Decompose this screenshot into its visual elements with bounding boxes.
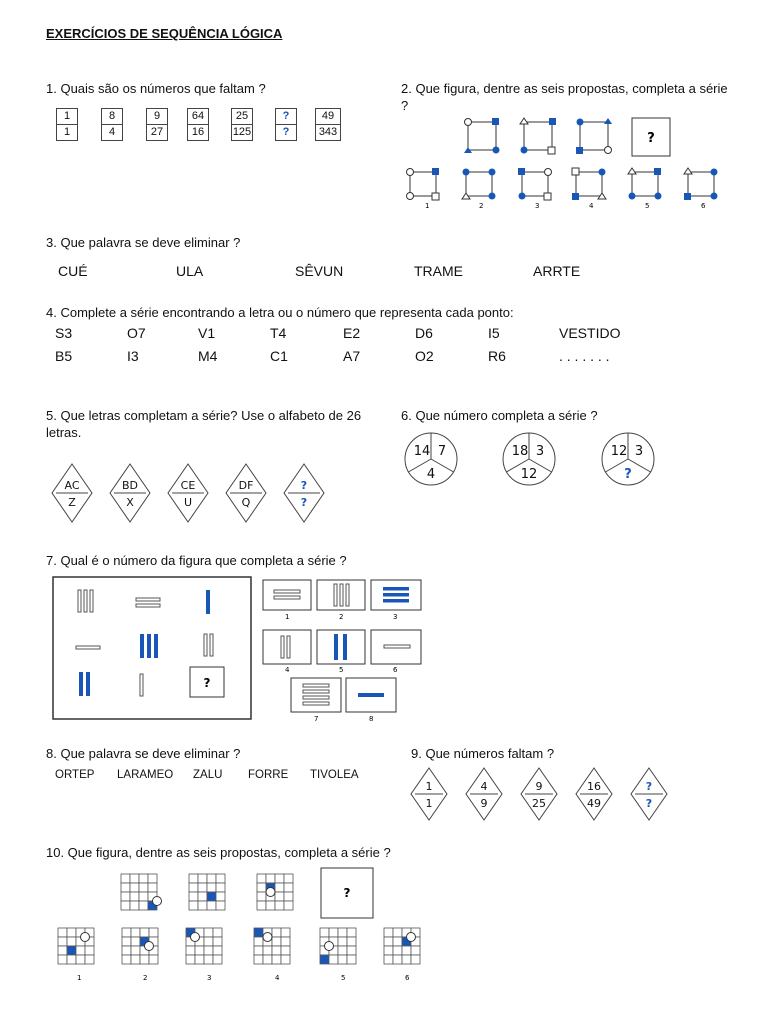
q1-pair-bottom: 16 — [191, 126, 205, 138]
q7-option-8-label: 8 — [369, 715, 374, 723]
q7-cell-two-blue-bars — [79, 672, 90, 696]
q10-option-grid-4 — [254, 928, 290, 964]
q10-option-grid-6 — [384, 928, 420, 964]
q1-pair — [315, 108, 341, 141]
q9-diamond — [521, 768, 557, 820]
q6-circle-value: 12 — [520, 467, 538, 482]
q4-code-cell: V1 — [198, 325, 216, 341]
q6-circle-value: 14 — [413, 444, 431, 459]
q2-series-figure-1 — [464, 118, 500, 154]
q4-code-cell: E2 — [343, 325, 361, 341]
q9-diamond — [411, 768, 447, 820]
q2-option-1 — [407, 168, 440, 200]
q6-number-circles — [400, 428, 665, 490]
q7-option-4-label: 4 — [285, 666, 290, 674]
q2-series-figure-2 — [520, 118, 556, 154]
q1-pair-bottom: 343 — [318, 126, 338, 138]
question-5-text: 5. Que letras completam a série? Use o alfabeto de 26 letras. — [46, 408, 362, 440]
q6-circle-value: 18 — [511, 444, 529, 459]
question-1-text: 1. Quais são os números que faltam ? — [46, 81, 266, 96]
q1-pair-bottom: 125 — [232, 126, 252, 138]
q10-option-grid-3 — [186, 928, 222, 964]
q6-circle-value: ? — [624, 467, 632, 482]
q7-option-6 — [371, 630, 421, 664]
q1-pair — [146, 108, 168, 141]
q6-circle-value: 3 — [634, 444, 644, 459]
q4-code-cell: M4 — [198, 348, 218, 364]
q10-question-mark: ? — [343, 886, 351, 900]
q8-word-3: ZALU — [193, 769, 223, 781]
q4-code-cell: I3 — [127, 348, 139, 364]
q9-bottom: ? — [645, 797, 653, 810]
q7-option-5 — [317, 630, 365, 664]
q1-pair-top: ? — [276, 109, 296, 125]
q10-series-grid-2 — [189, 874, 225, 910]
q6-circle-value: 7 — [437, 444, 447, 459]
q6-circle — [503, 433, 555, 485]
q8-word-5: TIVOLEA — [310, 769, 359, 781]
q1-pair-bottom: 27 — [150, 126, 164, 138]
q4-code-cell: R6 — [488, 348, 506, 364]
q1-pair — [275, 108, 297, 141]
q2-option-2 — [462, 169, 496, 200]
q7-option-2 — [317, 580, 365, 610]
q7-option-1-label: 1 — [285, 613, 290, 621]
q1-pair-top: 64 — [188, 109, 208, 125]
q5-diamond — [168, 464, 208, 522]
question-7-text: 7. Qual é o número da figura que completa a série ? — [46, 553, 347, 568]
q9-diamond — [466, 768, 502, 820]
q7-option-1 — [263, 580, 311, 610]
q2-option-4 — [572, 168, 606, 200]
q10-option-1-label: 1 — [77, 974, 82, 982]
q5-bottom: Q — [241, 496, 251, 509]
q5-bottom: X — [126, 496, 134, 509]
question-2-figures — [400, 112, 725, 212]
q4-code-cell: B5 — [55, 348, 73, 364]
q5-bottom: U — [183, 496, 193, 509]
q9-top: 16 — [587, 780, 601, 793]
q1-pair-top: 1 — [57, 109, 77, 125]
q1-pair-top: 8 — [102, 109, 122, 125]
q6-circle-value: 4 — [426, 467, 436, 482]
q9-bottom: 9 — [480, 797, 488, 810]
q10-option-2-label: 2 — [143, 974, 148, 982]
question-2-text: 2. Que figura, dentre as seis propostas, completa a série ? — [401, 81, 728, 113]
q10-option-3-label: 3 — [207, 974, 212, 982]
q4-code-cell: C1 — [270, 348, 288, 364]
q2-option-3 — [518, 168, 552, 200]
q1-pair — [56, 108, 78, 141]
q10-figures — [48, 866, 438, 984]
q7-option-3-label: 3 — [393, 613, 398, 621]
q9-diamond — [631, 768, 667, 820]
q9-top: 9 — [535, 780, 543, 793]
q3-word-4: TRAME — [414, 263, 463, 279]
q7-cell-two-outline-horizontal — [136, 598, 160, 607]
q7-option-2-label: 2 — [339, 613, 344, 621]
question-6-text: 6. Que número completa a série ? — [401, 408, 598, 423]
q8-word-1: ORTEP — [55, 769, 95, 781]
q10-series-grid-3 — [257, 874, 293, 910]
q9-top: 1 — [425, 780, 433, 793]
q10-option-grid-1 — [58, 928, 94, 964]
q7-option-3 — [371, 580, 421, 610]
q2-option-6-label: 6 — [701, 202, 706, 210]
q7-cell-two-outline-bars — [204, 634, 213, 656]
q6-circle — [602, 433, 654, 485]
q1-pair-top: 25 — [232, 109, 252, 125]
question-10-text: 10. Que figura, dentre as seis propostas, completa a série ? — [46, 845, 391, 860]
q10-option-grid-2 — [122, 928, 158, 964]
q4-code-cell: . . . . . . . — [559, 348, 610, 364]
page-title: EXERCÍCIOS DE SEQUÊNCIA LÓGICA — [46, 26, 283, 41]
q8-word-2: LARAMEO — [117, 769, 174, 781]
q6-circle-value: 3 — [535, 444, 545, 459]
q7-option-4 — [263, 630, 311, 664]
q1-pair — [101, 108, 123, 141]
q9-top: ? — [645, 780, 653, 793]
q10-option-grid-5 — [320, 928, 356, 964]
q9-number-diamonds — [408, 766, 673, 822]
q10-series-grid-1 — [121, 874, 162, 910]
q10-option-5-label: 5 — [341, 974, 346, 982]
q8-word-4: FORRE — [248, 769, 289, 781]
q5-bottom: ? — [300, 496, 308, 509]
q5-diamond — [52, 464, 92, 522]
q1-pair-bottom: 4 — [108, 126, 116, 138]
q5-letter-diamonds — [50, 462, 335, 524]
q1-pair-top: 49 — [316, 109, 340, 125]
q9-bottom: 25 — [532, 797, 546, 810]
q10-option-6-label: 6 — [405, 974, 410, 982]
q7-option-6-label: 6 — [393, 666, 398, 674]
question-9-text: 9. Que números faltam ? — [411, 746, 555, 761]
q4-code-cell: D6 — [415, 325, 433, 341]
q4-code-cell: VESTIDO — [559, 325, 621, 341]
q1-pair-bottom: 1 — [63, 126, 71, 138]
q7-cell-three-blue-bars — [140, 634, 158, 658]
q7-cell-one-blue-bar — [206, 590, 210, 614]
q5-diamond — [284, 464, 324, 522]
q6-circle — [405, 433, 457, 485]
question-4-text: 4. Complete a série encontrando a letra ou o número que representa cada ponto: — [46, 305, 514, 320]
q5-top: DF — [238, 479, 254, 492]
q6-circle-value: 12 — [610, 444, 628, 459]
q2-option-4-label: 4 — [589, 202, 594, 210]
q7-option-7-label: 7 — [314, 715, 319, 723]
q9-bottom: 1 — [425, 797, 433, 810]
q3-word-1: CUÉ — [58, 263, 88, 279]
q2-option-1-label: 1 — [425, 202, 430, 210]
q5-top: AC — [64, 479, 80, 492]
q7-option-8 — [346, 678, 396, 712]
q9-bottom: 49 — [587, 797, 601, 810]
q2-option-2-label: 2 — [479, 202, 484, 210]
q5-diamond — [226, 464, 266, 522]
q5-diamond — [110, 464, 150, 522]
q4-code-cell: A7 — [343, 348, 361, 364]
q7-cell-one-outline-horizontal — [76, 646, 100, 649]
q1-pair-bottom: ? — [282, 126, 290, 138]
q2-option-3-label: 3 — [535, 202, 540, 210]
q1-pair — [231, 108, 253, 141]
q7-figures — [52, 576, 430, 724]
q9-diamond — [576, 768, 612, 820]
q4-code-cell: O2 — [415, 348, 434, 364]
q2-option-6 — [684, 168, 718, 200]
q2-series-figure-3 — [576, 118, 612, 154]
q5-top: BD — [121, 479, 139, 492]
q10-option-4-label: 4 — [275, 974, 280, 982]
q7-option-5-label: 5 — [339, 666, 344, 674]
question-8-text: 8. Que palavra se deve eliminar ? — [46, 746, 241, 761]
q1-pair-top: 9 — [147, 109, 167, 125]
q5-top: ? — [300, 479, 308, 492]
q3-word-5: ARRTE — [533, 263, 581, 279]
q2-question-mark: ? — [647, 131, 655, 146]
q5-top: CE — [180, 479, 196, 492]
q9-top: 4 — [480, 780, 488, 793]
q7-option-7 — [291, 678, 341, 712]
q3-word-3: SÊVUN — [295, 263, 344, 279]
q4-code-cell: S3 — [55, 325, 73, 341]
q3-word-2: ULA — [176, 263, 204, 279]
q5-bottom: Z — [68, 496, 76, 509]
q2-option-5-label: 5 — [645, 202, 650, 210]
q2-option-5 — [628, 168, 662, 200]
q7-cell-one-outline-bar — [140, 674, 143, 696]
q4-code-cell: T4 — [270, 325, 287, 341]
q4-code-cell: O7 — [127, 325, 146, 341]
q4-code-cell: I5 — [488, 325, 500, 341]
q7-question-mark: ? — [203, 676, 211, 690]
question-3-text: 3. Que palavra se deve eliminar ? — [46, 235, 241, 250]
q7-cell-three-outline-bars — [78, 590, 93, 612]
q1-pair — [187, 108, 209, 141]
